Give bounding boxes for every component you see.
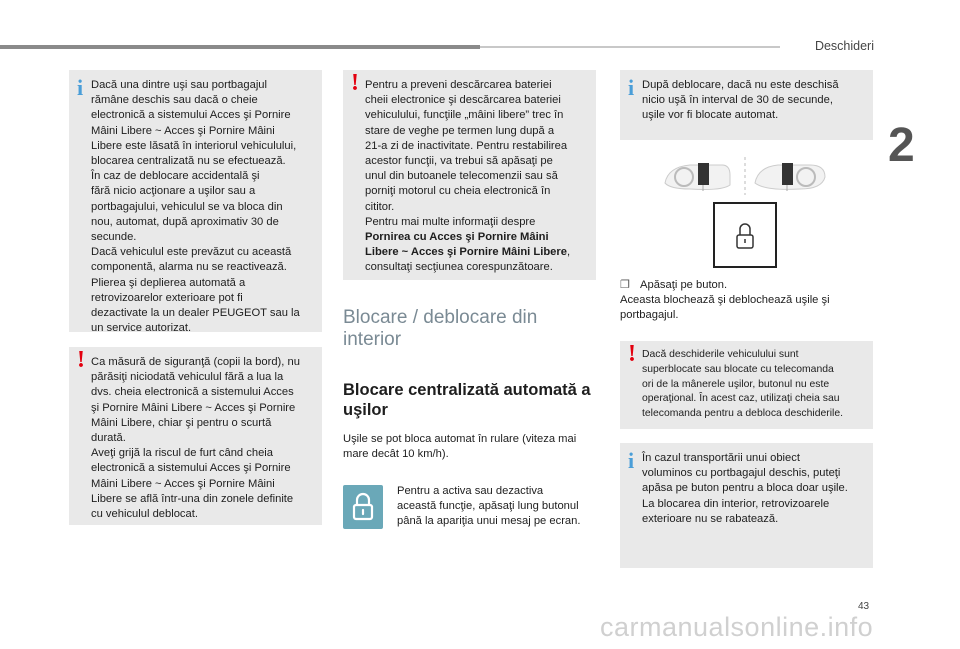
page-number: 43	[858, 601, 870, 612]
text-line: Uşile se pot bloca automat în rulare (viteza mai	[343, 433, 577, 445]
warning-box-text	[91, 355, 319, 522]
text-line: portbagajului, vehiculul se va bloca din	[91, 200, 283, 213]
text-line: Dacă vehiculul este prevăzut cu această	[91, 246, 292, 259]
text-line: Libere se află într-una din zonele definite	[91, 492, 294, 505]
text-line: Mâini Libere ~ Acces şi Pornire Mâini	[91, 477, 275, 490]
press-button-effect	[620, 293, 873, 323]
text-line: telecomanda pentru a debloca deschiderile.	[642, 408, 844, 420]
text-line: vehiculului, funcţiile „mâini libere” trec în	[365, 109, 564, 122]
text-line: cu vehiculul deblocat.	[91, 508, 198, 521]
text-line: Dacă deschiderile vehiculului sunt	[642, 349, 799, 360]
text-line: şi Pornire Mâini Libere ~ Acces şi Pornire	[91, 401, 296, 414]
text-line: Mâini Libere ~ Acces şi Pornire Mâini	[91, 124, 275, 137]
text-line: În caz de deblocare accidentală şi	[91, 170, 260, 183]
bold-reference-2	[365, 245, 593, 260]
text-line: Pentru a activa sau dezactiva	[397, 485, 544, 497]
text-line: nou, automat, după aproximativ 30 de	[91, 215, 279, 228]
text-line: cheii electronice şi descărcarea bateriei	[365, 94, 561, 107]
text-line: Libere este lăsată în interiorul vehiculului,	[91, 139, 297, 152]
info-box-text	[642, 78, 870, 124]
text-line: porniţi motorul cu cheia electronică în	[365, 185, 551, 198]
text-line: La blocarea din interior, retrovizoarele	[642, 497, 830, 510]
text-line: cititor.	[365, 200, 395, 213]
heading-interior-lock: Blocare / deblocare din interior	[343, 307, 538, 350]
watermark: carmanualsonline.info	[600, 612, 874, 642]
info-box-text	[642, 451, 870, 527]
press-button-label: Apăsaţi pe buton.	[640, 279, 728, 291]
text-line: această funcţie, apăsaţi lung butonul	[397, 500, 579, 512]
text-line: nicio uşă în interval de 30 de secunde,	[642, 94, 833, 107]
text-line: În cazul transportării unui obiect	[642, 452, 800, 464]
info-icon: i	[77, 75, 84, 100]
warning-box-text	[365, 78, 593, 276]
text-line: Plierea şi deplierea automată a	[91, 276, 246, 289]
bold-reference-comma: ,	[566, 246, 571, 259]
text-line: Aveţi grijă la riscul de furt când cheia	[91, 447, 273, 460]
text-line: retrovizoarelor exterioare pot fi	[91, 291, 243, 304]
bold-reference-2-text: Libere ~ Acces şi Pornire Mâini Libere	[365, 246, 567, 259]
dashboard-lock-button-illustration	[660, 155, 830, 275]
bold-reference-1: Pornirea cu Acces şi Pornire Mâini	[365, 231, 549, 244]
info-box-auto-relock	[620, 70, 873, 140]
text-line: Pentru mai multe informaţii despre	[365, 215, 536, 228]
heading-auto-central-lock: Blocare centralizată automată a uşilor	[343, 381, 591, 419]
text-line: unul din butoanele telecomenzii sau să	[365, 170, 558, 183]
text-line: Aceasta blochează şi deblochează uşile şi	[620, 294, 830, 306]
text-line: electronică a sistemului Acces şi Pornire	[91, 109, 291, 122]
text-line: Mâini Libere, chiar şi pentru o scurtă	[91, 416, 272, 429]
header-rule-light	[480, 46, 780, 48]
text-line: rămâne deschis sau dacă o cheie	[91, 94, 258, 107]
text-line: Dacă una dintre uşi sau portbagajul	[91, 79, 268, 91]
text-line: ori de la mânerele uşilor, butonul nu este	[642, 378, 830, 390]
text-line: operaţional. În acest caz, utilizaţi cheia sau	[642, 393, 840, 405]
text-line: stare de veghe pe termen lung după a	[365, 124, 555, 137]
text-line: dvs. cheia electronică a sistemului Acces	[91, 386, 294, 399]
auto-lock-paragraph	[343, 432, 598, 462]
text-line: După deblocare, dacă nu este deschisă	[642, 79, 839, 91]
warning-box-safety	[69, 347, 322, 525]
info-box-text	[91, 78, 319, 336]
warning-icon: !	[351, 70, 359, 96]
padlock-icon	[343, 485, 383, 529]
text-line: electronică a sistemului Acces şi Pornire	[91, 462, 291, 475]
text-line: 21-a zi de inactivitate. Pentru restabilirea	[365, 139, 568, 152]
text-line: mare decât 10 km/h).	[343, 448, 449, 460]
text-line: acestor funcţii, va trebui să apăsaţi pe	[365, 155, 553, 168]
text-line: durată.	[91, 432, 126, 445]
info-icon: i	[628, 448, 635, 473]
text-line: uşile vor fi blocate automat.	[642, 109, 779, 122]
text-line: apăsa pe buton pentru a bloca doar uşile.	[642, 482, 848, 495]
section-title: Deschideri	[814, 39, 874, 53]
press-button-line: ❐ Apăsaţi pe buton.	[620, 279, 728, 291]
text-line: superblocate sau blocate cu telecomanda	[642, 363, 834, 375]
text-line: secunde.	[91, 231, 137, 244]
text-line: Ca măsură de siguranţă (copii la bord), nu	[91, 356, 300, 368]
header-rule-dark	[0, 45, 480, 49]
info-box-vehicle-locking	[69, 70, 322, 335]
text-line: părăsiţi niciodată vehiculul fără a lua la	[91, 371, 284, 384]
text-line: portbagajul.	[620, 309, 679, 321]
text-line: dezactivate la un dealer PEUGEOT sau la	[91, 307, 300, 320]
text-line: până la apariţia unui mesaj pe ecran.	[397, 515, 581, 527]
warning-box-superlock	[620, 341, 873, 429]
chapter-number: 2	[888, 119, 915, 172]
text-line: Pentru a preveni descărcarea bateriei	[365, 79, 552, 91]
info-box-bulky-object	[620, 443, 873, 568]
press-button-instruction	[620, 278, 873, 323]
text-line: blocarea centralizată nu se efectuează.	[91, 155, 286, 168]
warning-last-line: consultaţi secţiunea corespunzătoare.	[365, 261, 553, 274]
lock-button-note	[397, 484, 602, 529]
text-line: exterioare nu se rabatează.	[642, 512, 779, 525]
warning-icon: !	[77, 347, 85, 373]
text-line: fără nicio acţionare a uşilor sau a	[91, 185, 256, 198]
text-line: voluminos cu portbagajul deschis, puteţi	[642, 467, 841, 480]
text-line: un service autorizat.	[91, 322, 192, 335]
text-line: componentă, alarma nu se reactivează.	[91, 261, 287, 274]
warning-box-text	[642, 348, 872, 422]
warning-icon: !	[628, 341, 636, 367]
info-icon: i	[628, 75, 635, 100]
warning-box-battery	[343, 70, 596, 280]
